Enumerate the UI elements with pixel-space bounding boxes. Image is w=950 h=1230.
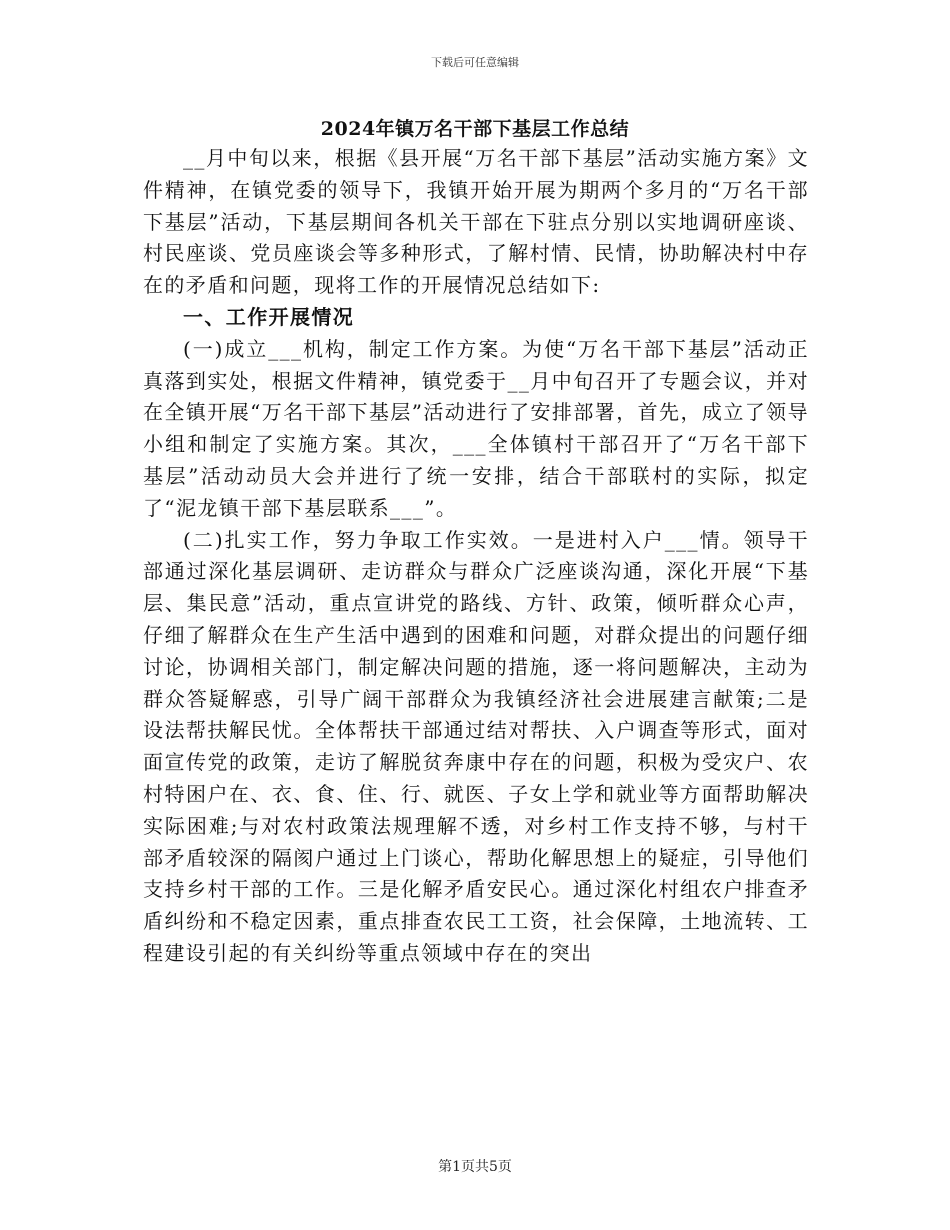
section-heading: 一、工作开展情况 xyxy=(183,304,355,329)
intro-paragraph: __月中旬以来，根据《县开展“万名干部下基层”活动实施方案》文件精神，在镇党委的领导下，我镇开始开展为期两个多月的“万名干部下基层”活动，下基层期间各机关干部在下驻点分别以实地调研座谈、村民座谈、党员座谈会等多种形式，了解村情、民情，协助解决村中存在的矛盾和问题，现将工作的开展情况总结如下: xyxy=(143,146,809,298)
document-body xyxy=(143,143,809,970)
page-indicator: 第1页共5页 xyxy=(438,1159,512,1175)
header-note: 下载后可任意编辑 xyxy=(431,56,519,69)
body-paragraph: (一)成立___机构，制定工作方案。为使“万名干部下基层”活动正真落到实处，根据文件精神，镇党委于__月中旬召开了专题会议，并对在全镇开展“万名干部下基层”活动进行了安排部署，首先，成立了领导小组和制定了实施方案。其次，___全体镇村干部召开了“万名干部下基层”活动动员大会并进行了统一安排，结合干部联村的实际，拟定了“泥龙镇干部下基层联系___”。 xyxy=(143,336,809,520)
document-title: 2024年镇万名干部下基层工作总结 xyxy=(320,118,630,140)
body-paragraph: (二)扎实工作，努力争取工作实效。一是进村入户___情。领导干部通过深化基层调研、走访群众与群众广泛座谈沟通，深化开展“下基层、集民意”活动，重点宣讲党的路线、方针、政策，倾听群众心声，仔细了解群众在生产生活中遇到的困难和问题，对群众提出的问题仔细讨论，协调相关部门，制定解决问题的措施，逐一将问题解决，主动为群众答疑解惑，引导广阔干部群众为我镇经济社会进展建言献策;二是设法帮扶解民忧。全体帮扶干部通过结对帮扶、入户调查等形式，面对面宣传党的政策，走访了解脱贫奔康中存在的问题，积极为受灾户、农村特困户在、衣、食、住、行、就医、子女上学和就业等方面帮助解决实际困难;与对农村政策法规理解不透，对乡村工作支持不够，与村干部矛盾较深的隔阂户通过上门谈心，帮助化解思想上的疑症，引导他们支持乡村干部的工作。三是化解矛盾安民心。通过深化村组农户排查矛盾纠纷和不稳定因素，重点排查农民工工资，社会保障，土地流转、工程建设引起的有关纠纷等重点领域中存在的突出 xyxy=(143,527,809,965)
